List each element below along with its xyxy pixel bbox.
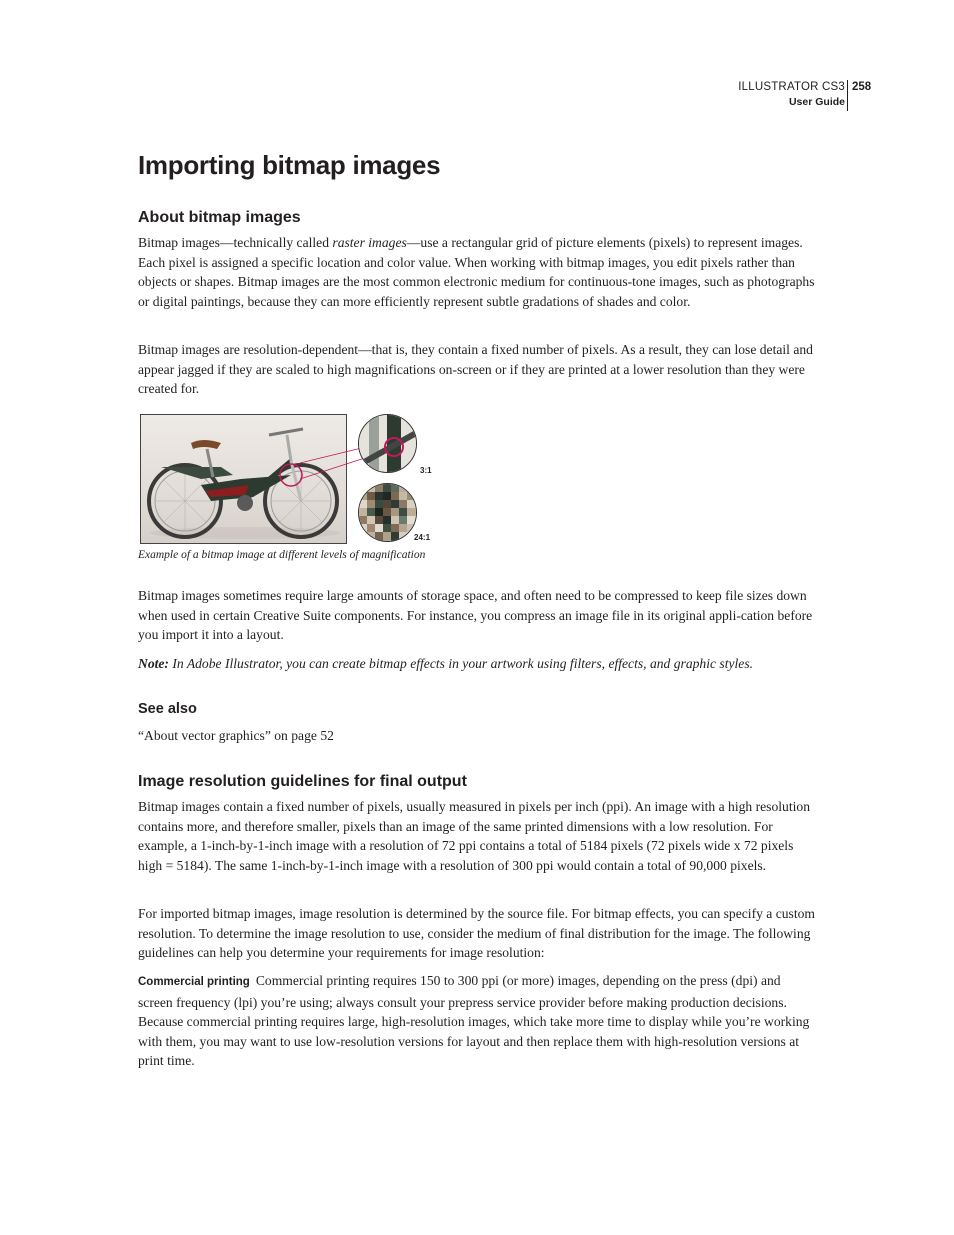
bitmap-magnification-figure <box>138 413 438 545</box>
commercial-printing-text: Commercial printing requires 150 to 300 ppi (or more) images, depending on the press (dpi) and screen frequency (lpi) you’re using; always consult your prepress service provider before making production decisions. Because commercial printing requires large, high-resolution images, which take more time to display while you’re working with them, you may want to use low-resolution versions for layout and then replace them with high-resolution versions at print time. <box>138 973 810 1069</box>
running-head-guide: User Guide <box>788 96 845 108</box>
see-also-link[interactable]: “About vector graphics” on page 52 <box>138 728 334 743</box>
figure-caption: Example of a bitmap image at different levels of magnification <box>138 549 426 561</box>
magnification-label-24x: 24:1 <box>414 533 431 542</box>
section-heading-about-bitmap: About bitmap images <box>138 209 301 226</box>
paragraph-storage: Bitmap images sometimes require large amounts of storage space, and often need to be compressed to keep file sizes down when used in certain Creative Suite components. For instance, you compress an image file in its original appli-cation before you import it into a layout. <box>138 588 813 643</box>
magnified-view-24x <box>358 483 417 542</box>
section-heading-resolution: Image resolution guidelines for final output <box>138 773 467 790</box>
paragraph-text: —use a rectangular grid of picture elements (pixels) to represent images. Each pixel is assigned a specific location and color value. When working with bitmap images, you edit pixels rather than objects or shapes. Bitmap images are the most common electronic medium for continuous-tone images, such as photographs or digital paintings, because they can more efficiently represent subtle gradations of shades and color. <box>138 235 815 309</box>
running-head-product: ILLUSTRATOR CS3 <box>738 81 845 93</box>
raster-images-term: raster images <box>332 235 407 250</box>
paragraph-commercial-printing <box>138 971 818 1071</box>
paragraph-about-bitmap-1 <box>138 233 818 311</box>
page-title: Importing bitmap images <box>138 150 441 180</box>
paragraph-text: Bitmap images—technically called <box>138 235 333 250</box>
commercial-printing-label: Commercial printing <box>138 976 250 988</box>
see-also-heading: See also <box>138 701 197 717</box>
paragraph-resolution-1: Bitmap images contain a fixed number of pixels, usually measured in pixels per inch (ppi). An image with a high resolution contains more, and therefore smaller, pixels than an image of the same printed dimensions with a low resolution. For example, a 1-inch-by-1-inch image with a resolution of 72 ppi contains a total of 5184 pixels (72 pixels wide x 72 pixels high = 5184). The same 1-inch-by-1-inch image with a resolution of 300 ppi would contain a total of 90,000 pixels. <box>138 799 810 873</box>
page-number: 258 <box>852 81 872 93</box>
note-label: Note: <box>138 656 169 671</box>
note-text: In Adobe Illustrator, you can create bitmap effects in your artwork using filters, effects, and graphic styles. <box>168 656 754 671</box>
running-head-divider <box>847 80 848 111</box>
running-head <box>700 80 845 110</box>
paragraph-resolution-2: For imported bitmap images, image resolution is determined by the source file. For bitmap effects, you can specify a custom resolution. To determine the image resolution to use, consider the medium of final distribution for the image. The following guidelines can help you determine your requirements for image resolution: <box>138 906 815 961</box>
magnification-label-3x: 3:1 <box>420 466 432 475</box>
note-paragraph <box>138 654 818 674</box>
paragraph-about-bitmap-2: Bitmap images are resolution-dependent—that is, they contain a fixed number of pixels. As a result, they can lose detail and appear jagged if they are scaled to high magnifications on-screen or if they are printed at a lower resolution than they were created for. <box>138 342 813 397</box>
magnified-view-3x <box>358 414 417 473</box>
